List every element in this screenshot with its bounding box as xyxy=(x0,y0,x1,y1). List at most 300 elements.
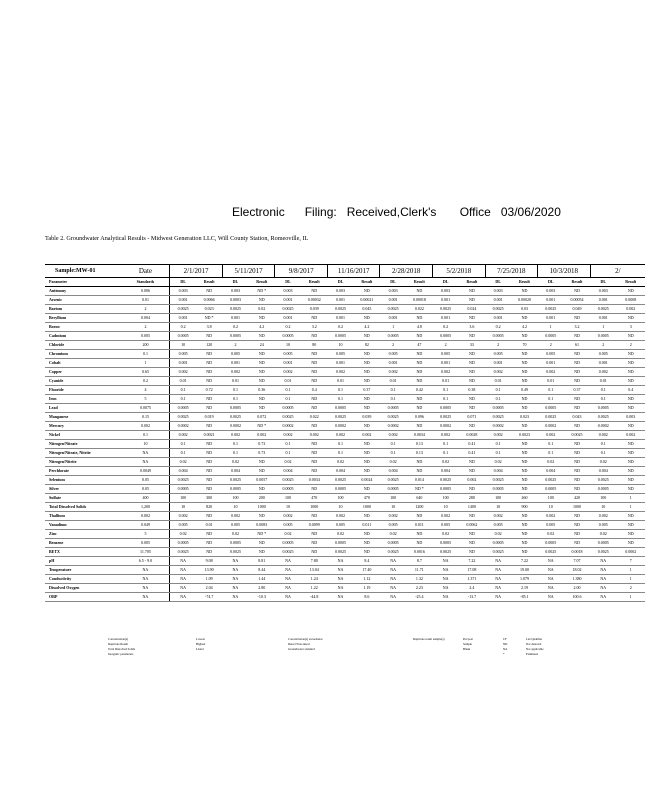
standard-value: 0.005 xyxy=(122,332,170,341)
table-cell: NA xyxy=(170,593,196,602)
table-cell: 0.1 xyxy=(170,395,196,404)
table-cell: 460 xyxy=(511,494,537,503)
table-cell: 82 xyxy=(354,341,380,350)
table-cell: -44.8 xyxy=(301,593,327,602)
table-cell: NA xyxy=(380,575,406,584)
table-cell: 0.02 xyxy=(222,530,248,539)
table-cell: 0.0025 xyxy=(564,431,590,440)
table-cell: 0.0018 xyxy=(564,548,590,557)
table-cell: 0.1 xyxy=(170,440,196,449)
table-cell: ND xyxy=(564,404,590,413)
table-cell: 0.0083 xyxy=(249,521,275,530)
parameter-name: Temperature xyxy=(45,566,122,575)
parameter-name: Cobalt xyxy=(45,359,122,368)
table-cell: ND * xyxy=(406,485,432,494)
table-cell: 0.02 xyxy=(538,530,564,539)
table-cell: NA xyxy=(485,557,511,566)
table-cell: 7 xyxy=(616,557,645,566)
table-cell: 10 xyxy=(538,503,564,512)
table-cell: 0.001 xyxy=(170,359,196,368)
table-cell: ND xyxy=(616,314,645,323)
table-cell: ND xyxy=(196,359,222,368)
table-cell: ND xyxy=(196,539,222,548)
table-cell: 0.0005 xyxy=(590,485,616,494)
table-cell: 280 xyxy=(459,494,485,503)
footnote-line: Lowest xyxy=(196,637,205,641)
table-cell: ND xyxy=(249,548,275,557)
table-cell: ND xyxy=(564,449,590,458)
standard-value: 0.049 xyxy=(122,521,170,530)
table-cell: ND xyxy=(564,512,590,521)
table-cell: 0.005 xyxy=(327,350,353,359)
table-cell: 0.004 xyxy=(380,467,406,476)
table-cell: 0.37 xyxy=(564,386,590,395)
table-cell: 0.002 xyxy=(327,512,353,521)
table-cell: 4.2 xyxy=(354,323,380,332)
table-row xyxy=(45,332,645,341)
table-cell: ND xyxy=(564,332,590,341)
footnote-line: Concentration(s) exceedance xyxy=(288,637,323,641)
table-cell: NA xyxy=(275,557,301,566)
parameter-name: Arsenic xyxy=(45,296,122,305)
table-cell: 1.12 xyxy=(354,575,380,584)
table-cell: 0.00021 xyxy=(354,296,380,305)
parameter-name: ORP xyxy=(45,593,122,602)
table-cell: 0.005 xyxy=(433,350,459,359)
parameter-name: Sulfate xyxy=(45,494,122,503)
table-cell: 0.001 xyxy=(170,296,196,305)
table-cell: 0.02 xyxy=(170,458,196,467)
table-cell: NA xyxy=(275,584,301,593)
table-cell: 0.0025 xyxy=(380,305,406,314)
table-row xyxy=(45,413,645,422)
table-cell: NA xyxy=(327,584,353,593)
table-cell: 0.005 xyxy=(433,521,459,530)
table-cell: NA xyxy=(170,575,196,584)
table-cell: ND * xyxy=(249,422,275,431)
table-cell: 0.02 xyxy=(380,458,406,467)
table-cell: 24 xyxy=(249,341,275,350)
table-cell: ND xyxy=(301,287,327,296)
standard-value: 10 xyxy=(122,440,170,449)
table-cell: ND xyxy=(301,368,327,377)
table-cell: 0.1 xyxy=(485,449,511,458)
standard-value: 1,200 xyxy=(122,503,170,512)
table-cell: ND xyxy=(616,332,645,341)
standard-value: 11.705 xyxy=(122,548,170,557)
table-cell: 0.002 xyxy=(590,431,616,440)
table-cell: -13.7 xyxy=(459,593,485,602)
table-cell: 80 xyxy=(301,341,327,350)
table-cell: 100 xyxy=(222,494,248,503)
table-cell: 8.81 xyxy=(249,557,275,566)
table-cell: 0.13 xyxy=(406,449,432,458)
footnote-line: Pre/post xyxy=(463,637,473,641)
table-cell: 0.0099 xyxy=(301,521,327,530)
table-cell: 0.002 xyxy=(616,431,645,440)
table-cell: 0.011 xyxy=(406,521,432,530)
table-cell: 0.022 xyxy=(406,305,432,314)
table-cell: ND xyxy=(354,467,380,476)
footnote-col-1 xyxy=(108,637,135,657)
table-cell: NA xyxy=(327,557,353,566)
standards-header: Standards xyxy=(122,278,170,287)
table-cell: ND xyxy=(406,314,432,323)
table-cell: 13.90 xyxy=(196,566,222,575)
table-cell: 33 xyxy=(459,341,485,350)
table-cell: 0.005 xyxy=(327,521,353,530)
parameter-name: Dissolved Oxygen xyxy=(45,584,122,593)
table-cell: 0.02 xyxy=(590,458,616,467)
table-cell: 1200 xyxy=(406,503,432,512)
table-cell: ND xyxy=(511,404,537,413)
parameter-name: Manganese xyxy=(45,413,122,422)
table-cell: ND xyxy=(511,521,537,530)
table-cell: 8.7 xyxy=(406,557,432,566)
table-cell: 0.0005 xyxy=(538,332,564,341)
standard-value: 200 xyxy=(122,341,170,350)
table-cell: 0.001 xyxy=(327,359,353,368)
table-cell: 0.0005 xyxy=(433,332,459,341)
table-cell: 0.41 xyxy=(459,449,485,458)
table-cell: 0.002 xyxy=(170,431,196,440)
parameter-name: pH xyxy=(45,557,122,566)
table-cell: 0.002 xyxy=(380,431,406,440)
table-cell: 0.1 xyxy=(590,386,616,395)
table-cell: ND xyxy=(564,368,590,377)
table-cell: 0.043 xyxy=(564,413,590,422)
table-cell: 0.0021 xyxy=(196,431,222,440)
table-cell: 100 xyxy=(538,494,564,503)
table-row xyxy=(45,449,645,458)
table-cell: 0.002 xyxy=(170,512,196,521)
table-cell: 0.0002 xyxy=(538,422,564,431)
table-cell: 0.02 xyxy=(275,458,301,467)
table-cell: NA xyxy=(590,557,616,566)
table-cell: 300 xyxy=(196,494,222,503)
table-cell: ND xyxy=(564,476,590,485)
table-cell: 1.19 xyxy=(354,584,380,593)
parameter-name: Nitrogen/Nitrite xyxy=(45,458,122,467)
table-cell: 0.0005 xyxy=(380,404,406,413)
parameter-name: Chloride xyxy=(45,341,122,350)
table-cell: 1 xyxy=(538,323,564,332)
table-cell: 10 xyxy=(222,503,248,512)
parameter-name: BETX xyxy=(45,548,122,557)
table-cell: ND xyxy=(511,548,537,557)
table-cell: 0.02 xyxy=(222,458,248,467)
table-cell: NA xyxy=(433,593,459,602)
table-row xyxy=(45,512,645,521)
table-cell: 2.00 xyxy=(564,584,590,593)
table-cell: NA xyxy=(380,557,406,566)
table-cell: ND xyxy=(406,458,432,467)
table-cell: ND xyxy=(616,395,645,404)
table-cell: 0.002 xyxy=(485,512,511,521)
table-cell: ND xyxy=(616,449,645,458)
table-cell: 0.02 xyxy=(433,530,459,539)
footnote-line: Not applicable xyxy=(526,647,544,651)
table-cell: 0.003 xyxy=(222,287,248,296)
table-cell: ND xyxy=(301,404,327,413)
table-cell: ND xyxy=(301,314,327,323)
table-footnotes xyxy=(108,637,568,667)
table-cell: 0.0005 xyxy=(538,485,564,494)
table-cell: 0.045 xyxy=(354,305,380,314)
table-cell: NA xyxy=(590,566,616,575)
table-cell: ND xyxy=(564,377,590,386)
table-cell: 0.002 xyxy=(380,512,406,521)
table-cell: ND xyxy=(564,440,590,449)
footnote-line: Lab Qualifier xyxy=(526,637,543,641)
table-cell: 1000 xyxy=(249,503,275,512)
table-row xyxy=(45,440,645,449)
table-cell: 2 xyxy=(380,341,406,350)
table-cell: ND xyxy=(459,485,485,494)
table-cell: ND xyxy=(511,440,537,449)
parameter-name: Chromium xyxy=(45,350,122,359)
sample-date-header: 9/8/2017 xyxy=(275,265,328,278)
table-cell: 0.03 xyxy=(511,305,537,314)
table-cell: ND xyxy=(196,287,222,296)
table-cell: 0.02 xyxy=(380,530,406,539)
table-row xyxy=(45,377,645,386)
table-cell: ND xyxy=(564,458,590,467)
table-cell: ND xyxy=(459,458,485,467)
table-cell: -25.4 xyxy=(406,593,432,602)
table-cell: 0.1 xyxy=(538,449,564,458)
table-cell: ND xyxy=(249,296,275,305)
standard-value: 0.1 xyxy=(122,350,170,359)
table-cell: 0.003 xyxy=(327,287,353,296)
table-cell: NA xyxy=(275,575,301,584)
table-cell: NA xyxy=(485,566,511,575)
table-cell: 2 xyxy=(616,584,645,593)
column-subheader: Result xyxy=(616,278,645,287)
footnote-line: Detect/Non-detect xyxy=(288,642,310,646)
table-cell: 120 xyxy=(196,341,222,350)
table-cell: 0.13 xyxy=(406,440,432,449)
table-cell: 100 xyxy=(433,494,459,503)
footnote-line: Sample xyxy=(463,642,472,646)
table-row xyxy=(45,476,645,485)
table-cell: ND xyxy=(301,467,327,476)
table-cell: ND xyxy=(459,296,485,305)
sample-date-header: 5/2/2018 xyxy=(433,265,486,278)
parameter-name: Benzene xyxy=(45,539,122,548)
standard-value: 5 xyxy=(122,530,170,539)
table-cell: NA xyxy=(538,575,564,584)
table-cell: 0.023 xyxy=(196,305,222,314)
table-cell: ND xyxy=(511,359,537,368)
table-cell: 0.73 xyxy=(249,449,275,458)
table-cell: 0.0025 xyxy=(590,413,616,422)
table-cell: 0.003 xyxy=(170,287,196,296)
table-cell: ND xyxy=(511,476,537,485)
table-cell: 1 xyxy=(590,323,616,332)
table-cell: 0.0002 xyxy=(433,422,459,431)
table-cell: ND xyxy=(459,422,485,431)
table-cell: 0.0025 xyxy=(275,476,301,485)
table-cell: 0.1 xyxy=(170,386,196,395)
table-cell: 11.71 xyxy=(406,566,432,575)
table-cell: 0.00054 xyxy=(564,296,590,305)
table-cell: ND xyxy=(511,422,537,431)
table-cell: ND xyxy=(511,458,537,467)
table-cell: 0.004 xyxy=(222,467,248,476)
table-cell: 0.005 xyxy=(538,350,564,359)
footnote-line: Blank xyxy=(463,647,471,651)
table-cell: 0.001 xyxy=(380,296,406,305)
table-cell: 0.0002 xyxy=(222,422,248,431)
table-cell: 100 xyxy=(485,494,511,503)
table-cell: 0.0005 xyxy=(327,485,353,494)
table-cell: 1.24 xyxy=(301,575,327,584)
table-cell: ND xyxy=(616,467,645,476)
table-cell: 0.42 xyxy=(406,386,432,395)
table-cell: 470 xyxy=(354,494,380,503)
table-cell: 0.003 xyxy=(616,413,645,422)
table-cell: 0.38 xyxy=(459,386,485,395)
table-cell: 0.005 xyxy=(222,521,248,530)
table-row xyxy=(45,557,645,566)
table-cell: 0.0025 xyxy=(222,305,248,314)
table-cell: ND xyxy=(354,458,380,467)
table-cell: 0.0005 xyxy=(380,332,406,341)
table-cell: 0.0025 xyxy=(275,413,301,422)
table-cell: NA xyxy=(485,593,511,602)
table-cell: 0.0005 xyxy=(170,539,196,548)
table-cell: 0.0025 xyxy=(170,305,196,314)
table-cell: ND xyxy=(511,287,537,296)
standard-value: 1 xyxy=(122,359,170,368)
table-cell: 1400 xyxy=(459,503,485,512)
table-cell: 0.0025 xyxy=(433,548,459,557)
table-cell: 1 xyxy=(616,566,645,575)
table-cell: ND xyxy=(196,512,222,521)
table-cell: -74.7 xyxy=(196,593,222,602)
table-cell: ND xyxy=(459,332,485,341)
table-row xyxy=(45,314,645,323)
table-cell: 0.1 xyxy=(433,386,459,395)
table-cell: 0.0062 xyxy=(459,521,485,530)
table-cell: ND xyxy=(354,314,380,323)
table-cell: ND xyxy=(459,287,485,296)
standard-value: 0.0075 xyxy=(122,404,170,413)
table-cell: 0.002 xyxy=(538,512,564,521)
table-cell: ND xyxy=(196,476,222,485)
table-cell: 1 xyxy=(616,575,645,584)
table-cell: 0.1 xyxy=(433,449,459,458)
table-cell: 0.005 xyxy=(590,350,616,359)
table-cell: ND xyxy=(459,368,485,377)
table-cell: 0.1 xyxy=(222,449,248,458)
column-subheader: DL xyxy=(485,278,511,287)
table-cell: 1.44 xyxy=(249,575,275,584)
table-cell: 0.0025 xyxy=(327,413,353,422)
table-cell: 0.005 xyxy=(538,521,564,530)
table-cell: 0.0016 xyxy=(406,548,432,557)
table-cell: 100 xyxy=(590,494,616,503)
table-cell: ND xyxy=(406,287,432,296)
sample-date-header: 2/1/2017 xyxy=(170,265,223,278)
table-cell: ND xyxy=(616,512,645,521)
table-cell: 0.002 xyxy=(538,368,564,377)
table-row xyxy=(45,521,645,530)
table-cell: 9.08 xyxy=(196,557,222,566)
table-cell: 18.02 xyxy=(564,566,590,575)
table-cell: 0.0025 xyxy=(433,476,459,485)
table-cell: ND xyxy=(406,467,432,476)
table-cell: ND xyxy=(511,449,537,458)
table-cell: NA xyxy=(170,584,196,593)
table-cell: ND xyxy=(459,530,485,539)
column-subheader: Result xyxy=(354,278,380,287)
footnote-line: Duplicate Result xyxy=(108,642,129,646)
table-cell: 0.72 xyxy=(196,386,222,395)
footnote-col-3 xyxy=(288,637,323,652)
table-cell: ND xyxy=(511,350,537,359)
table-cell: ND xyxy=(564,350,590,359)
table-cell: ND xyxy=(249,350,275,359)
table-cell: 1000 xyxy=(354,503,380,512)
standard-value: 0.05 xyxy=(122,485,170,494)
table-row xyxy=(45,395,645,404)
table-cell: NA xyxy=(275,566,301,575)
table-cell: 0.002 xyxy=(485,431,511,440)
table-cell: 1 xyxy=(380,323,406,332)
footnote-col-7 xyxy=(526,637,544,657)
table-row xyxy=(45,386,645,395)
parameter-name: Beryllium xyxy=(45,314,122,323)
table-cell: NA xyxy=(170,557,196,566)
table-cell: ND xyxy=(354,404,380,413)
table-cell: NA xyxy=(485,575,511,584)
table-cell: ND xyxy=(564,314,590,323)
table-cell: ND xyxy=(511,332,537,341)
parameter-name: Perchlorate xyxy=(45,467,122,476)
table-cell: 0.0005 xyxy=(222,485,248,494)
table-cell: 0.005 xyxy=(222,350,248,359)
table-cell: ND xyxy=(511,314,537,323)
table-cell: 4.2 xyxy=(249,323,275,332)
table-cell: 0.2 xyxy=(170,323,196,332)
table-cell: 70 xyxy=(511,341,537,350)
table-cell: 0.002 xyxy=(301,431,327,440)
table-row xyxy=(45,341,645,350)
table-row xyxy=(45,539,645,548)
table-cell: 0.1 xyxy=(327,440,353,449)
table-cell: 0.0025 xyxy=(222,548,248,557)
standard-value: 0.05 xyxy=(122,476,170,485)
table-cell: 2.80 xyxy=(249,584,275,593)
table-cell: ND xyxy=(406,539,432,548)
table-cell: 0.0025 xyxy=(327,548,353,557)
sample-date-header: 5/11/2017 xyxy=(222,265,275,278)
table-cell: 10 xyxy=(327,341,353,350)
table-cell: ND xyxy=(354,332,380,341)
sample-date-header: 2/28/2018 xyxy=(380,265,433,278)
table-cell: ND xyxy=(459,467,485,476)
table-cell: 0.0005 xyxy=(170,485,196,494)
table-cell: 0.003 xyxy=(590,287,616,296)
table-cell: ND xyxy=(301,359,327,368)
footnote-line: NA xyxy=(503,647,508,651)
table-cell: 0.003 xyxy=(380,287,406,296)
footnote-col-4 xyxy=(413,637,445,642)
table-cell: 0.1 xyxy=(222,395,248,404)
table-cell: 3.8 xyxy=(196,323,222,332)
